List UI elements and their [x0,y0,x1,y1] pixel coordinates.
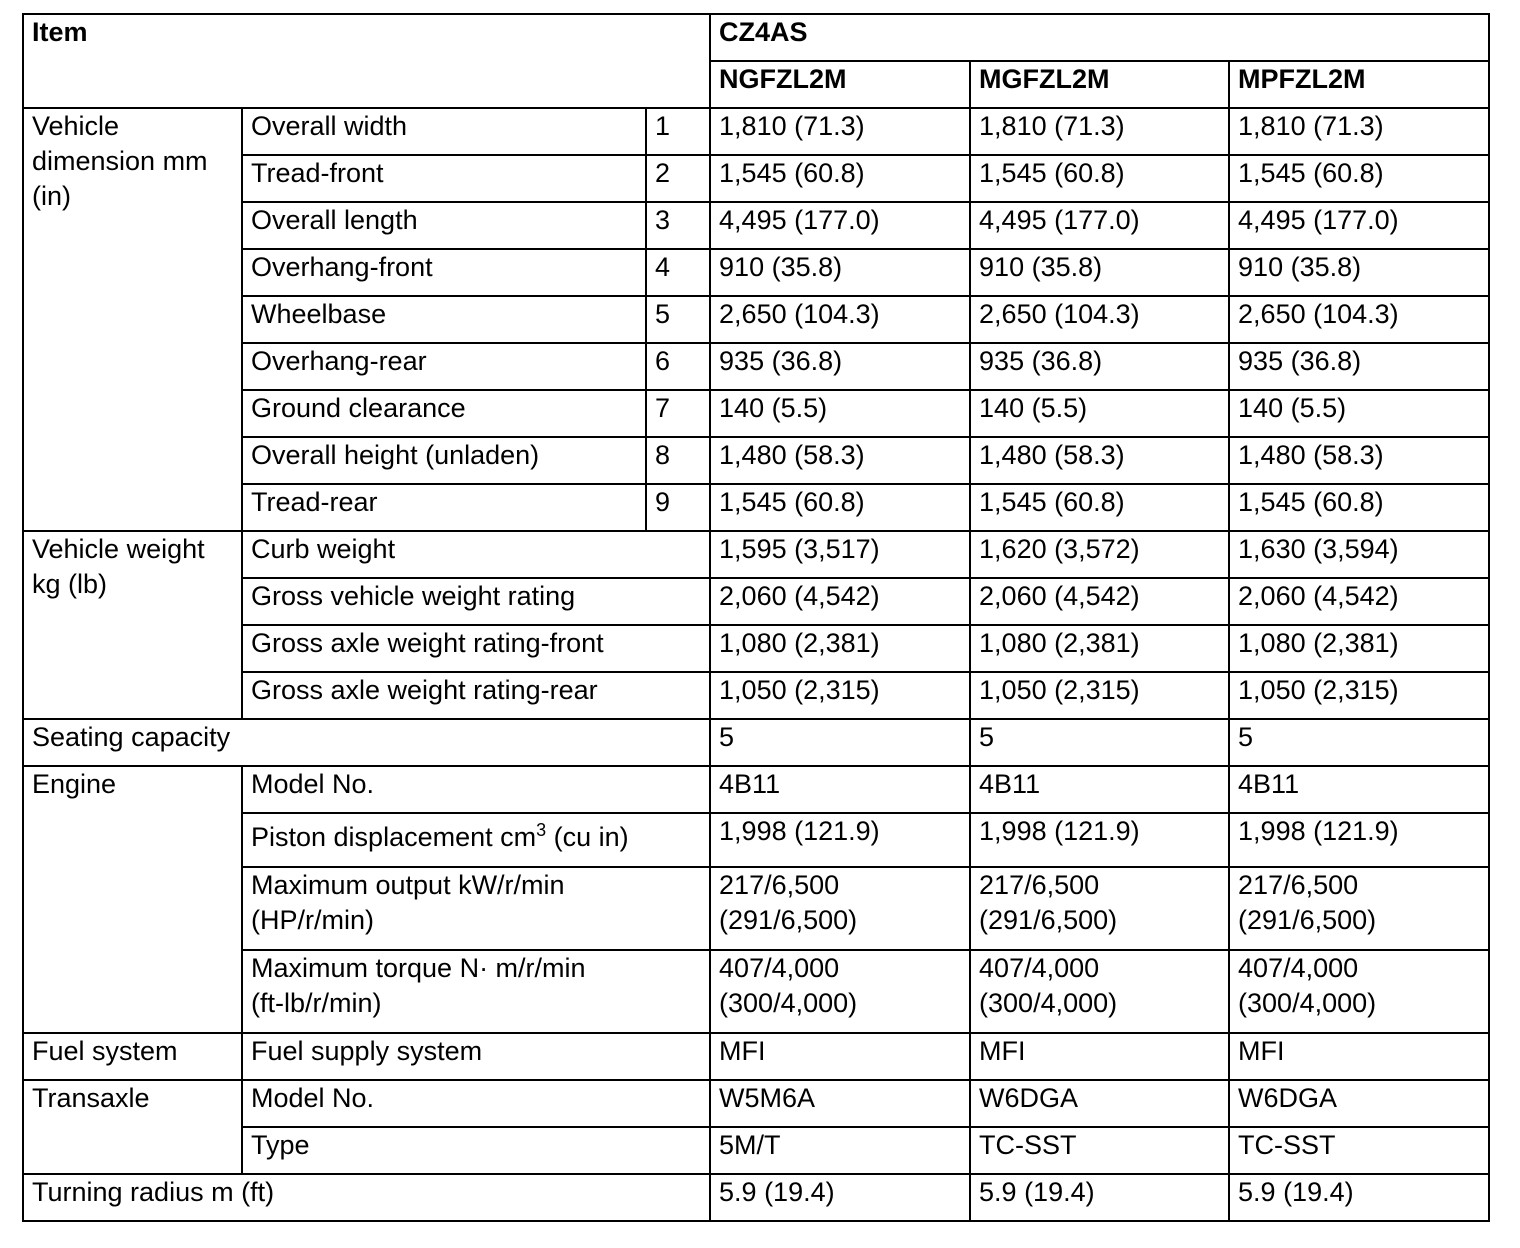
cell-value: W6DGA [970,1080,1229,1127]
value-line: 407/4,000 [719,953,840,983]
cell-value: 935 (36.8) [1229,343,1489,390]
row-label: Seating capacity [23,719,710,766]
header-row [23,14,1489,61]
cell-value [970,867,1229,950]
label-text: Piston displacement cm [251,822,537,852]
cell-value: MFI [710,1033,970,1080]
cell-value: 4B11 [970,766,1229,813]
cell-value: 1,810 (71.3) [1229,108,1489,155]
row-label: Gross vehicle weight rating [242,578,710,625]
cell-value [970,950,1229,1033]
group-label-fuel: Fuel system [23,1033,242,1080]
row-label: Fuel supply system [242,1033,710,1080]
row-number: 7 [646,390,710,437]
model-header: MGFZL2M [970,61,1229,108]
cell-value: 4B11 [710,766,970,813]
cell-value: 1,810 (71.3) [710,108,970,155]
table-row [23,813,1489,867]
cell-value: 1,480 (58.3) [1229,437,1489,484]
cell-value: 140 (5.5) [710,390,970,437]
value-line: 407/4,000 [979,953,1100,983]
cell-value [710,950,970,1033]
row-label [242,867,710,950]
cell-value: 910 (35.8) [710,249,970,296]
table-row [23,578,1489,625]
model-header: MPFZL2M [1229,61,1489,108]
value-line: 217/6,500 [719,870,840,900]
row-label: Type [242,1127,710,1174]
group-label-transaxle: Transaxle [23,1080,242,1174]
cell-value: 1,050 (2,315) [1229,672,1489,719]
row-number: 5 [646,296,710,343]
cell-value: 1,080 (2,381) [1229,625,1489,672]
label-text: (cu in) [546,822,629,852]
value-line: (291/6,500) [979,905,1118,935]
cell-value: 910 (35.8) [1229,249,1489,296]
row-label: Overhang-rear [242,343,646,390]
row-label: Overhang-front [242,249,646,296]
table-row [23,1127,1489,1174]
value-line: 217/6,500 [979,870,1100,900]
row-label: Model No. [242,1080,710,1127]
cell-value: 2,650 (104.3) [1229,296,1489,343]
cell-value: 1,545 (60.8) [970,484,1229,531]
row-number: 2 [646,155,710,202]
cell-value: 1,630 (3,594) [1229,531,1489,578]
label-line: Maximum torque N· m/r/min [251,953,586,983]
cell-value: 2,060 (4,542) [1229,578,1489,625]
cell-value: 2,060 (4,542) [710,578,970,625]
row-number: 6 [646,343,710,390]
cell-value: 5.9 (19.4) [710,1174,970,1221]
row-label: Curb weight [242,531,710,578]
table-row [23,108,1489,155]
value-line: (291/6,500) [1238,905,1377,935]
item-header: Item [23,14,710,108]
model-header: NGFZL2M [710,61,970,108]
cell-value: 1,480 (58.3) [710,437,970,484]
cell-value: 5 [1229,719,1489,766]
value-line: 217/6,500 [1238,870,1359,900]
table-row [23,202,1489,249]
cell-value: 1,545 (60.8) [710,484,970,531]
cell-value [710,867,970,950]
cell-value: 5M/T [710,1127,970,1174]
table-row [23,867,1489,950]
cell-value: 1,080 (2,381) [970,625,1229,672]
value-line: (300/4,000) [719,988,858,1018]
cell-value: 4,495 (177.0) [1229,202,1489,249]
row-label: Overall width [242,108,646,155]
cell-value: 1,545 (60.8) [970,155,1229,202]
cell-value: 910 (35.8) [970,249,1229,296]
group-label-dimension: Vehicle dimension mm (in) [23,108,242,531]
table-row [23,343,1489,390]
value-line: (291/6,500) [719,905,858,935]
group-label-weight: Vehicle weight kg (lb) [23,531,242,719]
value-line: 407/4,000 [1238,953,1359,983]
cell-value: 1,998 (121.9) [1229,813,1489,867]
cell-value: 1,545 (60.8) [710,155,970,202]
label-line: Maximum output kW/r/min [251,870,565,900]
cell-value: 1,050 (2,315) [710,672,970,719]
cell-value: 1,998 (121.9) [710,813,970,867]
cell-value: 935 (36.8) [710,343,970,390]
table-row [23,1174,1489,1221]
cell-value: 4,495 (177.0) [970,202,1229,249]
specification-table [22,13,1490,1222]
row-label: Gross axle weight rating-front [242,625,710,672]
cell-value: 1,545 (60.8) [1229,155,1489,202]
table-row [23,249,1489,296]
cell-value: 5.9 (19.4) [1229,1174,1489,1221]
value-line: (300/4,000) [979,988,1118,1018]
cell-value: 140 (5.5) [1229,390,1489,437]
cell-value: 1,080 (2,381) [710,625,970,672]
cell-value: 1,595 (3,517) [710,531,970,578]
cell-value: 935 (36.8) [970,343,1229,390]
model-code-header: CZ4AS [710,14,1489,61]
row-label: Gross axle weight rating-rear [242,672,710,719]
table-row [23,950,1489,1033]
cell-value: 140 (5.5) [970,390,1229,437]
row-label: Turning radius m (ft) [23,1174,710,1221]
cell-value: W5M6A [710,1080,970,1127]
row-number: 9 [646,484,710,531]
table-row [23,766,1489,813]
table-row [23,437,1489,484]
table-row [23,672,1489,719]
cell-value: 5 [970,719,1229,766]
cell-value: TC-SST [1229,1127,1489,1174]
label-line: (ft-lb/r/min) [251,988,382,1018]
row-label: Wheelbase [242,296,646,343]
cell-value: 1,480 (58.3) [970,437,1229,484]
cell-value: 4,495 (177.0) [710,202,970,249]
cell-value: MFI [1229,1033,1489,1080]
cell-value: 1,810 (71.3) [970,108,1229,155]
cell-value: 1,998 (121.9) [970,813,1229,867]
group-label-engine: Engine [23,766,242,1033]
table-row [23,719,1489,766]
table-row [23,1080,1489,1127]
cell-value: 1,050 (2,315) [970,672,1229,719]
row-label: Ground clearance [242,390,646,437]
cell-value: 2,650 (104.3) [970,296,1229,343]
row-label: Overall length [242,202,646,249]
label-line: (HP/r/min) [251,905,374,935]
row-number: 1 [646,108,710,155]
cell-value: 2,650 (104.3) [710,296,970,343]
superscript: 3 [536,820,547,840]
table-row [23,625,1489,672]
row-number: 4 [646,249,710,296]
row-label: Model No. [242,766,710,813]
cell-value: W6DGA [1229,1080,1489,1127]
row-label: Tread-front [242,155,646,202]
cell-value: 1,545 (60.8) [1229,484,1489,531]
table-row [23,155,1489,202]
row-number: 8 [646,437,710,484]
cell-value [1229,867,1489,950]
table-row [23,531,1489,578]
cell-value: 4B11 [1229,766,1489,813]
table-row [23,296,1489,343]
row-label [242,813,710,867]
cell-value: 5.9 (19.4) [970,1174,1229,1221]
cell-value: TC-SST [970,1127,1229,1174]
cell-value: 2,060 (4,542) [970,578,1229,625]
row-label [242,950,710,1033]
row-label: Tread-rear [242,484,646,531]
cell-value: 5 [710,719,970,766]
value-line: (300/4,000) [1238,988,1377,1018]
table-row [23,390,1489,437]
row-number: 3 [646,202,710,249]
cell-value [1229,950,1489,1033]
cell-value: MFI [970,1033,1229,1080]
row-label: Overall height (unladen) [242,437,646,484]
table-row [23,484,1489,531]
cell-value: 1,620 (3,572) [970,531,1229,578]
table-row [23,1033,1489,1080]
